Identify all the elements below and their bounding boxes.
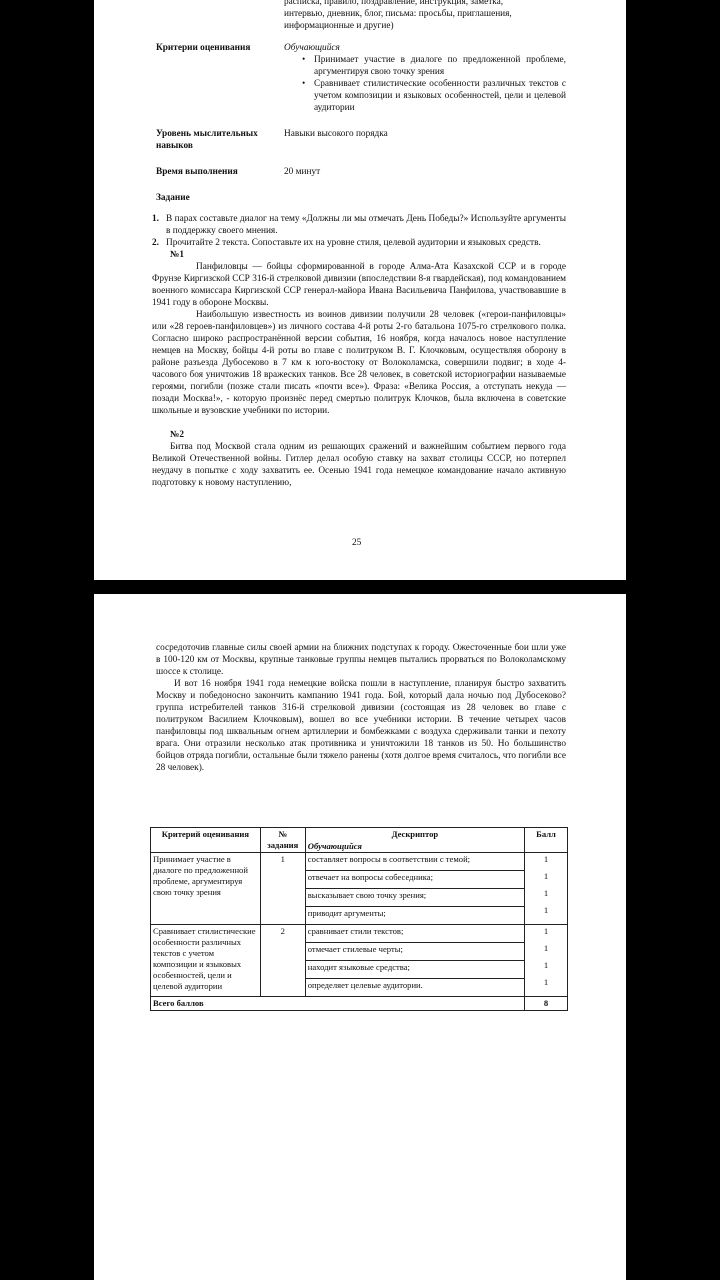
text2-continuation: сосредоточив главные силы своей армии на ближних подступах к городу. Ожесточенные бои шли уже в 100-120 км от Москвы, крупные танковые группы немцев пытались прорваться по Волоколамскому шоссе к столице.	[156, 643, 566, 677]
descriptor-line: отвечает на вопросы собеседника;	[306, 871, 524, 889]
total-label: Всего баллов	[151, 997, 525, 1011]
criteria-item: • Принимает участие в диалоге по предложенной проблеме, аргументируя свою точку зрения	[300, 54, 566, 78]
text2-paragraph: Битва под Москвой стала одним из решающих сражений и важнейшим событием первого года Великой Отечественной войны. Гитлер делал особую ставку на захват столицы СССР, но потерпел неудачу в попытке с ходу захватить ее. Осенью 1941 года немецкое командование начало активную подготовку к новому наступлению,	[152, 442, 566, 488]
time-label: Время выполнения	[156, 167, 238, 177]
page-number: 25	[352, 538, 362, 548]
task-item: 1. В парах составьте диалог на тему «Должны ли мы отмечать День Победы?» Используйте аргументы в поддержку своего мнения.	[152, 214, 566, 236]
header-task-no: № задания	[260, 828, 305, 853]
thinking-label: Уровень мыслительных навыков	[156, 129, 258, 151]
descriptor-line: определяет целевые аудитории.	[307, 980, 423, 990]
body-text	[152, 213, 566, 489]
header-points: Балл	[525, 828, 568, 853]
descriptor-line: приводит аргументы;	[307, 908, 386, 918]
text2-paragraph: И вот 16 ноября 1941 года немецкие войска пошли в наступление, планируя быстро захватить Москву и победоносно закончить кампанию 1941 года. Бой, который дала ночью под Дубосеково? группа истребителей танков 316-й стрелковой дивизии (состоящая из 28 человек во главе с политруком Василием Клочковым), вошел во все учебники истории. В течение четырех часов панфиловцы под шквальным огнем артиллерии и бомбежками с воздуха сдерживали танки и пехоту врага. Они отразили несколько атак противника и уничтожили 18 танков из 50. Но большинство бойцов отряда погибли, остальные были тяжело ранены (хотя долгое время считалось, что погибли все 28 человек).	[156, 679, 566, 773]
criterion-cell: Принимает участие в диалоге по предложенной проблеме, аргументируя свою точку зрения	[151, 853, 261, 925]
table-row	[151, 925, 568, 997]
task-heading: Задание	[156, 193, 190, 203]
descriptor-cell	[305, 853, 524, 925]
points-cell: 1 1 1 1	[525, 853, 568, 925]
thinking-value: Навыки высокого порядка	[284, 129, 388, 139]
criteria-block	[284, 42, 566, 114]
descriptor-cell	[305, 925, 524, 997]
task-item: 2. Прочитайте 2 текста. Сопоставьте их на уровне стиля, целевой аудитории и языковых средств.	[152, 238, 541, 248]
criteria-intro: Обучающийся	[284, 43, 340, 53]
descriptor-line: сравнивает стили текстов;	[306, 925, 524, 943]
descriptor-line: находит языковые средства;	[306, 961, 524, 979]
criteria-item: • Сравнивает стилистические особенности различных текстов с учетом композиции и языковых особенностей, цели и целевой аудитории	[300, 78, 566, 114]
criterion-cell: Сравнивает стилистические особенности различных текстов с учетом композиции и языковых особенностей, цели и целевой аудитории	[151, 925, 261, 997]
body-text	[156, 642, 566, 774]
header-criterion: Критерий оценивания	[151, 828, 261, 853]
points-cell: 1 1 1 1	[525, 925, 568, 997]
table-total-row	[151, 997, 568, 1011]
total-value: 8	[525, 997, 568, 1011]
text1-paragraph: Панфиловцы — бойцы сформированной в городе Алма-Ата Казахской ССР и в городе Фрунзе Киргизской ССР 316-й стрелковой дивизии (впоследствии 8-я гвардейская), под командованием военного комиссара Киргизской ССР генерал-майора Ивана Васильевича Панфилова, участвовавшие в 1941 году в обороне Москвы.	[152, 262, 566, 308]
table-header-row	[151, 828, 568, 853]
text1-paragraph: Наибольшую известность из воинов дивизии получили 28 человек («герои-панфиловцы» или «28 героев-панфиловцев») из личного состава 4-й роты 2-го батальона 1075-го стрелкового полка. Согласно широко распространённой версии события, 16 ноября, когда началось новое наступление немцев на Москву, бойцы 4-й роты во главе с политруком В. Г. Клочковым, осуществляя оборону в районе разъезда Дубосеково в 7 км к юго-востоку от Волоколамска, совершили подвиг; в ходе 4-часового боя уничтожив 18 вражеских танков. Все 28 человек, в советской историографии называемые героями, погибли (позже стали писать «почти все»). Фраза: «Велика Россия, а отступать некуда — позади Москва!», - которую произнёс перед смертью политрук Клочков, была включена в советские школьные и вузовские учебники по истории.	[152, 310, 566, 416]
time-value: 20 минут	[284, 167, 321, 177]
document-page-2	[94, 594, 626, 1280]
task-no-cell: 2	[260, 925, 305, 997]
descriptor-line: высказывает свою точку зрения;	[306, 889, 524, 907]
header-descriptor: Дескриптор Обучающийся	[305, 828, 524, 853]
table-row	[151, 853, 568, 925]
top-fragment: расписка, правило, поздравление, инструкция, заметка, интервью, дневник, блог, письма: просьбы, приглашения, информационные и другие)	[284, 0, 512, 31]
assessment-table	[150, 827, 568, 1011]
text2-label: №2	[170, 430, 184, 440]
criteria-label: Критерии оценивания	[156, 43, 251, 53]
document-page-1	[94, 0, 626, 580]
descriptor-line: отмечает стилевые черты;	[306, 943, 524, 961]
task-no-cell: 1	[260, 853, 305, 925]
text1-label: №1	[170, 250, 184, 260]
descriptor-line: составляет вопросы в соответствии с темой;	[306, 853, 524, 871]
